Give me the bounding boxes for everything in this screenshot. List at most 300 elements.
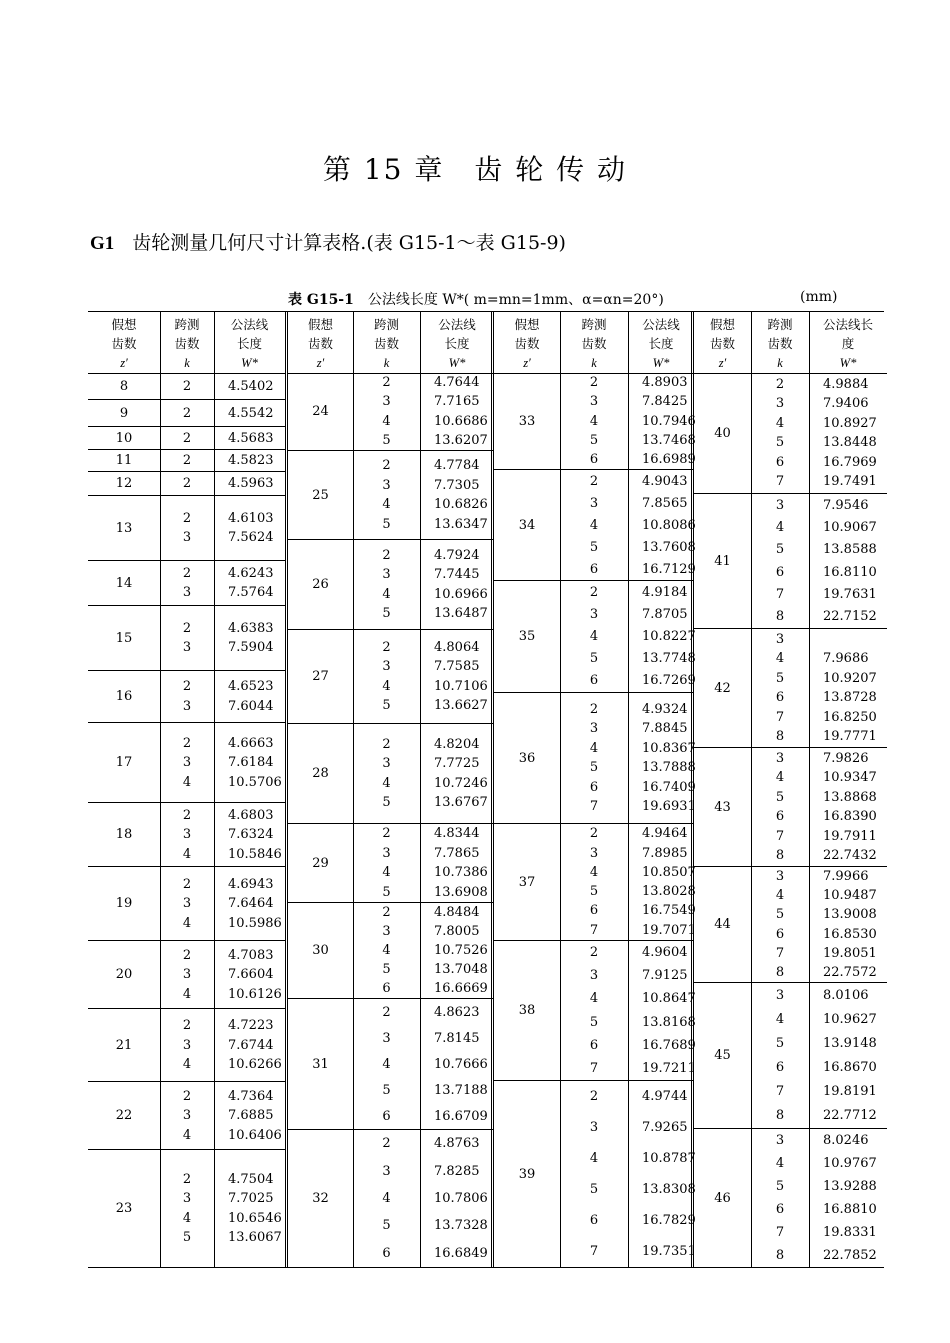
span-teeth-cell: 4 — [382, 497, 391, 513]
table-row — [560, 558, 694, 580]
table-row — [560, 625, 694, 647]
tooth-number-cell: 8 — [119, 378, 129, 394]
table-row — [160, 1035, 285, 1055]
span-teeth-cell: 5 — [589, 760, 599, 776]
common-normal-length-cell: 4.7223 — [228, 1018, 274, 1033]
table-row-group — [88, 867, 285, 941]
header-text: 齿数 — [514, 336, 540, 351]
common-normal-length-cell: 4.6523 — [228, 679, 274, 695]
table-row — [560, 431, 694, 450]
common-normal-length-cell: 16.8390 — [823, 809, 877, 825]
header-text: k — [777, 356, 783, 370]
span-teeth-cell: 5 — [382, 606, 391, 622]
table-row-group — [694, 494, 887, 629]
common-normal-length-cell: 16.8110 — [823, 564, 877, 580]
common-normal-length-cell: 7.8705 — [642, 606, 688, 622]
span-teeth-cell: 3 — [182, 896, 192, 911]
header-text: 齿数 — [373, 336, 399, 351]
header-text: W* — [652, 356, 670, 370]
value-list — [751, 867, 887, 982]
common-normal-length-cell: 7.9546 — [823, 497, 869, 513]
span-teeth-cell: 3 — [382, 567, 391, 583]
table-block — [88, 312, 285, 1267]
table-row — [751, 1007, 887, 1031]
tooth-number-cell: 29 — [312, 855, 329, 871]
table-row — [560, 581, 694, 603]
tooth-number-cell: 12 — [115, 476, 133, 491]
span-teeth-cell: 2 — [382, 375, 391, 391]
value-list — [560, 693, 694, 823]
table-row — [751, 846, 887, 866]
span-teeth-cell: 7 — [775, 1225, 785, 1240]
table-row — [353, 1130, 494, 1157]
common-normal-length-cell: 7.9966 — [823, 869, 869, 885]
common-normal-length-cell: 13.7048 — [434, 962, 488, 977]
common-normal-length-cell: 10.7666 — [434, 1056, 488, 1072]
common-normal-length-cell: 4.7924 — [434, 547, 480, 563]
common-normal-length-cell: 13.8868 — [823, 789, 877, 805]
header-text: 齿数 — [111, 336, 137, 351]
common-normal-length-cell: 13.7608 — [642, 539, 696, 555]
common-normal-length-cell: 4.9043 — [642, 473, 688, 489]
table-row — [560, 1174, 694, 1205]
table-block — [691, 312, 887, 1267]
span-teeth-cell: 4 — [382, 413, 391, 429]
table-row-group — [494, 1081, 694, 1267]
tooth-number-cell: 46 — [714, 1190, 731, 1206]
span-teeth-cell: 5 — [589, 1014, 599, 1030]
common-normal-length-cell: 4.9884 — [823, 376, 869, 392]
span-teeth-cell: 6 — [589, 561, 599, 577]
common-normal-length-cell: 4.5823 — [228, 453, 274, 468]
common-normal-length-cell: 16.7829 — [642, 1213, 696, 1228]
table-row — [353, 1077, 494, 1103]
span-teeth-cell: 6 — [382, 1108, 391, 1124]
table-row — [751, 606, 887, 628]
tooth-number-cell: 42 — [714, 680, 731, 696]
span-teeth-cell: 5 — [382, 698, 391, 714]
common-normal-length-cell: 10.5706 — [228, 774, 282, 790]
tooth-number-cell: 13 — [115, 520, 133, 536]
table-row-group — [494, 693, 694, 824]
header-text: 跨测 — [174, 317, 200, 332]
value-list — [160, 472, 285, 495]
tooth-number-cell: 16 — [115, 689, 133, 704]
table-row — [751, 494, 887, 516]
span-teeth-cell: 3 — [589, 495, 599, 511]
span-teeth-cell: 5 — [382, 1082, 391, 1098]
chapter-title: 第 15 章 齿 轮 传 动 — [322, 153, 628, 186]
common-normal-length-cell: 13.6627 — [434, 698, 488, 714]
common-normal-length-cell: 13.8448 — [823, 435, 877, 451]
span-teeth-cell: 6 — [589, 451, 599, 467]
span-teeth-cell: 2 — [589, 701, 599, 717]
common-normal-length-cell: 16.6669 — [434, 981, 488, 996]
tooth-number-cell: 28 — [312, 766, 329, 781]
table-row — [560, 1143, 694, 1174]
table-row — [751, 727, 887, 747]
common-normal-length-cell: 19.7771 — [823, 729, 877, 745]
common-normal-length-cell: 10.5846 — [228, 846, 282, 862]
value-list — [160, 723, 285, 802]
tooth-number-cell: 20 — [115, 967, 133, 982]
common-normal-length-cell: 16.7689 — [642, 1037, 696, 1053]
value-list — [160, 496, 285, 560]
common-normal-length-cell: 13.7188 — [434, 1082, 488, 1098]
table-row — [160, 844, 285, 864]
table-row-group — [88, 400, 285, 427]
common-normal-length-cell: 16.7129 — [642, 561, 696, 577]
table-row — [560, 1011, 694, 1034]
value-list — [353, 1130, 494, 1267]
table-row — [160, 1189, 285, 1209]
span-teeth-cell: 5 — [775, 542, 785, 558]
header-text: 假想 — [307, 317, 333, 332]
tooth-number-cell: 37 — [518, 874, 536, 890]
span-teeth-cell: 3 — [589, 968, 599, 984]
span-teeth-cell: 6 — [589, 779, 599, 795]
span-teeth-cell: 3 — [775, 1133, 785, 1148]
table-row-group — [88, 496, 285, 561]
table-row — [751, 807, 887, 827]
header-text: 齿数 — [767, 336, 793, 351]
table-row — [751, 453, 887, 473]
common-normal-length-cell: 10.7946 — [642, 413, 696, 429]
span-teeth-cell: 4 — [589, 413, 599, 429]
tooth-number-cell: 21 — [115, 1037, 133, 1053]
table-row — [751, 749, 887, 769]
common-normal-length-cell: 16.7549 — [642, 903, 696, 919]
table-row — [751, 1175, 887, 1198]
common-normal-length-cell: 19.7211 — [642, 1060, 696, 1076]
common-normal-length-cell: 13.8728 — [823, 690, 877, 706]
span-teeth-cell: 2 — [382, 1004, 391, 1020]
table-row — [160, 677, 285, 697]
common-normal-length-cell: 13.6767 — [434, 795, 488, 811]
header-text: W* — [241, 356, 258, 370]
common-normal-length-cell: 10.8227 — [642, 629, 696, 644]
table-row — [160, 428, 285, 448]
span-teeth-cell: 2 — [182, 378, 192, 394]
tooth-number-cell: 10 — [115, 430, 133, 446]
span-teeth-cell: 2 — [382, 639, 391, 655]
span-teeth-cell: 4 — [382, 1190, 391, 1206]
tooth-number-cell: 31 — [312, 1056, 329, 1072]
table-row — [353, 1103, 494, 1129]
table-row — [560, 901, 694, 920]
table-row — [353, 979, 494, 998]
table-row — [751, 925, 887, 944]
table-row — [751, 1080, 887, 1104]
table-row — [353, 793, 494, 813]
span-teeth-cell: 3 — [775, 750, 785, 766]
table-row — [160, 894, 285, 914]
table-row — [353, 604, 494, 624]
table-row-group — [494, 470, 694, 581]
table-row — [160, 825, 285, 845]
common-normal-length-cell: 22.7712 — [823, 1108, 877, 1124]
common-normal-length-cell: 13.9008 — [823, 907, 877, 923]
value-list — [160, 867, 285, 940]
value-list — [353, 630, 494, 723]
common-normal-length-cell: 10.9207 — [823, 670, 877, 686]
tooth-number-cell: 41 — [714, 553, 731, 569]
table-row — [160, 874, 285, 894]
table-row — [353, 1025, 494, 1051]
header-k — [560, 312, 628, 373]
table-row — [560, 1205, 694, 1236]
value-list — [751, 1129, 887, 1267]
table-row — [160, 638, 285, 658]
table-row — [160, 1055, 285, 1075]
table-row-group — [494, 581, 694, 693]
span-teeth-cell: 4 — [182, 1127, 192, 1143]
common-normal-length-cell: 19.7351 — [642, 1244, 696, 1259]
common-normal-length-cell: 19.8191 — [823, 1084, 877, 1100]
tooth-number-cell: 30 — [312, 943, 329, 958]
table-row — [160, 564, 285, 584]
table-row — [560, 411, 694, 430]
common-normal-length-cell: 4.9324 — [642, 701, 688, 717]
span-teeth-cell: 4 — [182, 986, 192, 1002]
span-teeth-cell: 2 — [182, 476, 192, 491]
table-row-group — [288, 824, 494, 903]
common-normal-length-cell: 4.7504 — [228, 1171, 274, 1187]
common-normal-length-cell: 19.7491 — [823, 474, 877, 490]
table-row — [560, 1236, 694, 1267]
span-teeth-cell: 4 — [589, 740, 599, 756]
table-row — [353, 373, 494, 392]
span-teeth-cell: 8 — [775, 609, 785, 625]
span-teeth-cell: 5 — [775, 907, 785, 923]
span-teeth-cell: 3 — [775, 869, 785, 885]
common-normal-length-cell: 10.6966 — [434, 586, 488, 602]
span-teeth-cell: 2 — [382, 736, 391, 752]
common-normal-length-cell: 10.7106 — [434, 678, 488, 694]
table-row — [353, 546, 494, 566]
tooth-number-cell: 24 — [312, 404, 329, 419]
span-teeth-cell: 3 — [589, 845, 599, 861]
table-row — [751, 433, 887, 453]
span-teeth-cell: 3 — [182, 1037, 192, 1053]
common-normal-length-cell: 4.5963 — [228, 476, 274, 491]
tooth-number-cell: 40 — [714, 425, 731, 441]
common-normal-length-cell: 4.8623 — [434, 1004, 480, 1020]
common-normal-length-cell: 7.9406 — [823, 396, 869, 412]
span-teeth-cell: 4 — [382, 1056, 391, 1072]
common-normal-length-cell: 4.5402 — [228, 378, 274, 394]
span-teeth-cell: 2 — [775, 376, 785, 392]
span-teeth-cell: 2 — [589, 375, 599, 391]
common-normal-length-cell: 13.6487 — [434, 606, 488, 622]
span-teeth-cell: 4 — [182, 846, 192, 862]
span-teeth-cell: 2 — [589, 945, 599, 961]
span-teeth-cell: 6 — [775, 809, 785, 825]
header-text: 公法线 — [642, 317, 680, 332]
span-teeth-cell: 7 — [775, 828, 785, 844]
common-normal-length-cell: 19.7071 — [642, 922, 696, 938]
table-row — [160, 376, 285, 396]
table-row — [560, 739, 694, 759]
common-normal-length-cell: 22.7852 — [823, 1248, 877, 1263]
common-normal-length-cell: 16.8670 — [823, 1060, 877, 1076]
table-row — [353, 657, 494, 677]
common-normal-length-cell: 10.6686 — [434, 413, 488, 429]
common-normal-length-cell: 16.6989 — [642, 451, 696, 467]
gear-table — [88, 311, 884, 1268]
header-text: 公法线 — [230, 317, 269, 332]
table-row-group — [88, 671, 285, 723]
value-list — [160, 400, 285, 426]
header-text: 跨测 — [767, 317, 793, 332]
span-teeth-cell: 3 — [775, 497, 785, 513]
header-text: 长度 — [648, 336, 674, 351]
span-teeth-cell: 2 — [182, 1018, 192, 1033]
table-row-group — [288, 373, 494, 451]
tooth-number-cell: 39 — [518, 1166, 536, 1182]
span-teeth-cell: 2 — [182, 679, 192, 695]
span-teeth-cell: 4 — [775, 651, 785, 667]
common-normal-length-cell: 10.5986 — [228, 915, 282, 931]
span-teeth-cell: 8 — [775, 729, 785, 745]
common-normal-length-cell: 4.6103 — [228, 510, 274, 526]
span-teeth-cell: 2 — [182, 1171, 192, 1187]
table-row — [160, 965, 285, 985]
span-teeth-cell: 5 — [589, 651, 599, 667]
table-row — [751, 1152, 887, 1175]
span-teeth-cell: 3 — [382, 756, 391, 772]
common-normal-length-cell: 13.7468 — [642, 432, 696, 448]
common-normal-length-cell: 13.6207 — [434, 432, 488, 448]
table-row — [751, 944, 887, 963]
span-teeth-cell: 2 — [589, 826, 599, 842]
table-caption — [288, 289, 664, 309]
span-teeth-cell: 3 — [382, 1030, 391, 1046]
common-normal-length-cell: 10.8086 — [642, 517, 696, 533]
span-teeth-cell: 2 — [382, 905, 391, 920]
table-row — [560, 843, 694, 862]
span-teeth-cell: 4 — [382, 678, 391, 694]
table-row — [353, 754, 494, 774]
common-normal-length-cell: 13.7328 — [434, 1218, 488, 1234]
common-normal-length-cell: 7.5764 — [228, 585, 274, 601]
table-row-group — [694, 867, 887, 983]
common-normal-length-cell: 10.8787 — [642, 1151, 696, 1166]
header-text: 齿数 — [709, 336, 735, 351]
common-normal-length-cell: 7.8565 — [642, 495, 688, 511]
span-teeth-cell: 4 — [182, 915, 192, 931]
table-row — [751, 1129, 887, 1152]
header-z — [494, 312, 560, 373]
common-normal-length-cell: 4.7784 — [434, 458, 480, 474]
common-normal-length-cell: 4.8484 — [434, 905, 480, 920]
section-title: 齿轮测量几何尺寸计算表格.(表 G15-1～表 G15-9) — [132, 232, 566, 254]
table-row — [160, 474, 285, 494]
table-row — [160, 403, 285, 423]
table-row — [560, 758, 694, 778]
span-teeth-cell: 2 — [182, 430, 192, 446]
span-teeth-cell: 4 — [589, 629, 599, 644]
header-text: 假想 — [709, 317, 735, 332]
table-row-group — [88, 941, 285, 1009]
span-teeth-cell: 2 — [182, 405, 192, 421]
common-normal-length-cell: 19.8051 — [823, 945, 877, 961]
span-teeth-cell: 6 — [775, 1202, 785, 1217]
span-teeth-cell: 5 — [382, 516, 391, 532]
table-row — [353, 1051, 494, 1077]
table-row — [353, 1212, 494, 1239]
span-teeth-cell: 3 — [182, 698, 192, 714]
table-row — [160, 1016, 285, 1036]
table-row-group — [694, 983, 887, 1129]
span-teeth-cell: 4 — [382, 865, 391, 881]
value-list — [160, 606, 285, 670]
span-teeth-cell: 3 — [182, 1191, 192, 1207]
span-teeth-cell: 5 — [775, 1179, 785, 1194]
tooth-number-cell: 9 — [119, 405, 129, 421]
table-row-group — [694, 373, 887, 494]
table-row — [160, 1106, 285, 1126]
common-normal-length-cell: 7.8285 — [434, 1163, 480, 1179]
common-normal-length-cell: 10.8367 — [642, 740, 696, 756]
table-row — [751, 905, 887, 924]
table-row — [353, 824, 494, 844]
table-row — [353, 392, 494, 411]
value-list — [353, 373, 494, 450]
value-list — [751, 748, 887, 866]
span-teeth-cell: 4 — [775, 520, 785, 535]
table-row-group — [88, 803, 285, 867]
span-teeth-cell: 3 — [382, 394, 391, 410]
table-header — [494, 312, 694, 374]
table-row — [160, 619, 285, 639]
common-normal-length-cell: 7.6324 — [228, 827, 274, 842]
common-normal-length-cell: 7.5624 — [228, 530, 274, 546]
common-normal-length-cell: 10.6266 — [228, 1057, 282, 1072]
table-row — [353, 456, 494, 476]
span-teeth-cell: 4 — [775, 1156, 785, 1171]
tooth-number-cell: 36 — [518, 750, 536, 766]
table-row-group — [494, 941, 694, 1081]
span-teeth-cell: 6 — [589, 673, 599, 689]
span-teeth-cell: 5 — [382, 962, 391, 977]
table-row-group — [694, 748, 887, 867]
header-text: 度 — [841, 336, 855, 351]
table-row — [751, 583, 887, 605]
span-teeth-cell: 5 — [775, 670, 785, 686]
common-normal-length-cell: 7.8425 — [642, 394, 688, 410]
tooth-number-cell: 25 — [312, 487, 329, 503]
common-normal-length-cell: 4.9744 — [642, 1089, 688, 1104]
table-row — [751, 688, 887, 708]
value-list — [160, 373, 285, 399]
table-header — [694, 312, 887, 374]
span-teeth-cell: 4 — [589, 864, 599, 880]
span-teeth-cell: 3 — [182, 827, 192, 842]
span-teeth-cell: 4 — [589, 517, 599, 533]
common-normal-length-cell: 4.7644 — [434, 375, 480, 391]
table-row — [560, 700, 694, 720]
span-teeth-cell: 2 — [182, 453, 192, 468]
header-z — [288, 312, 353, 373]
header-text: 公法线 — [438, 317, 476, 332]
table-row-group — [88, 606, 285, 671]
span-teeth-cell: 5 — [182, 1230, 192, 1246]
table-row — [560, 921, 694, 940]
common-normal-length-cell: 7.9265 — [642, 1120, 688, 1135]
common-normal-length-cell: 10.7246 — [434, 775, 488, 791]
table-row — [560, 964, 694, 987]
